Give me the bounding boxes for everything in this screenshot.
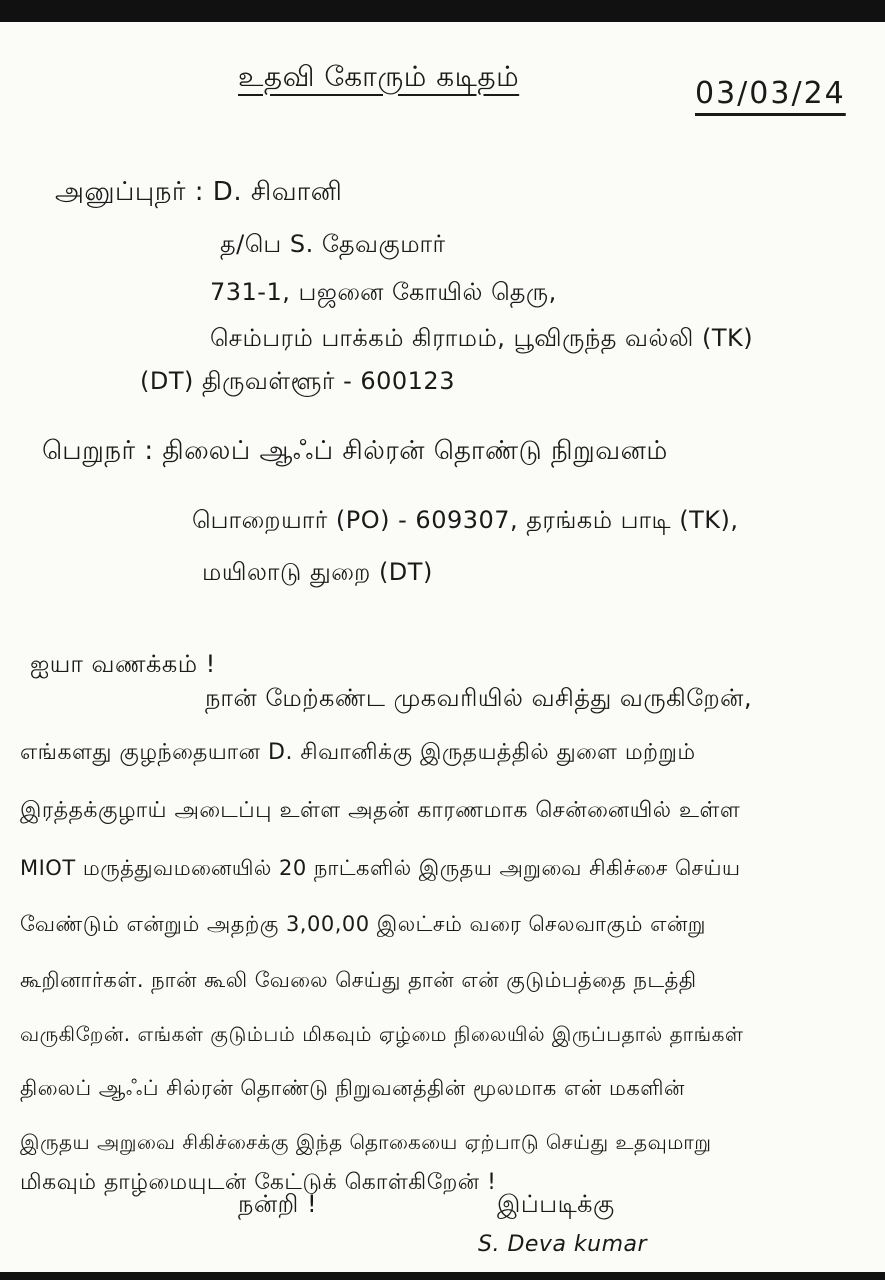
- body-line: எங்களது குழந்தையான D. சிவானிக்கு இருதயத்தில் துளை மற்றும்: [20, 740, 696, 765]
- letter-title: உதவி கோரும் கடிதம்: [238, 60, 520, 93]
- body-line: இரத்தக்குழாய் அடைப்பு உள்ள அதன் காரணமாக சென்னையில் உள்ள: [20, 798, 741, 823]
- receiver-label: பெறுநர் : திலைப் ஆஃப் சில்ரன் தொண்டு நிறுவனம்: [42, 436, 668, 466]
- body-line: கூறினார்கள். நான் கூலி வேலை செய்து தான் என் குடும்பத்தை நடத்தி: [20, 968, 697, 992]
- salutation: ஐயா வணக்கம் !: [30, 650, 216, 678]
- signature: S. Deva kumar: [478, 1232, 648, 1257]
- body-line: நான் மேற்கண்ட முகவரியில் வசித்து வருகிறேன்,: [205, 684, 753, 712]
- body-line: திலைப் ஆஃப் சில்ரன் தொண்டு நிறுவனத்தின் மூலமாக என் மகளின்: [20, 1076, 685, 1100]
- sender-line: த/பெ S. தேவகுமார்: [220, 230, 446, 258]
- body-line: வேண்டும் என்றும் அதற்கு 3,00,00 இலட்சம் வரை செலவாகும் என்று: [20, 912, 706, 936]
- letter-page: [0, 22, 885, 1272]
- body-line: மிகவும் தாழ்மையுடன் கேட்டுக் கொள்கிறேன் !: [20, 1170, 497, 1195]
- receiver-line: பொறையார் (PO) - 609307, தரங்கம் பாடி (TK),: [192, 506, 739, 534]
- sender-label: அனுப்புநர் : D. சிவானி: [55, 177, 343, 207]
- sender-line: செம்பரம் பாக்கம் கிராமம், பூவிருந்த வல்லி (TK): [210, 324, 754, 352]
- closing: இப்படிக்கு: [497, 1190, 615, 1218]
- body-line: இருதய அறுவை சிகிச்சைக்கு இந்த தொகையை ஏற்பாடு செய்து உதவுமாறு: [20, 1130, 712, 1154]
- receiver-line: மயிலாடு துறை (DT): [202, 558, 433, 586]
- body-line: வருகிறேன். எங்கள் குடும்பம் மிகவும் ஏழ்மை நிலையில் இருப்பதால் தாங்கள்: [20, 1022, 744, 1046]
- sender-line: (DT) திருவள்ளூர் - 600123: [140, 367, 455, 395]
- body-line: MIOT மருத்துவமனையில் 20 நாட்களில் இருதய அறுவை சிகிச்சை செய்ய: [20, 856, 741, 880]
- thanks: நன்றி !: [238, 1190, 318, 1218]
- sender-line: 731-1, பஜனை கோயில் தெரு,: [210, 278, 557, 306]
- letter-date: 03/03/24: [695, 76, 846, 111]
